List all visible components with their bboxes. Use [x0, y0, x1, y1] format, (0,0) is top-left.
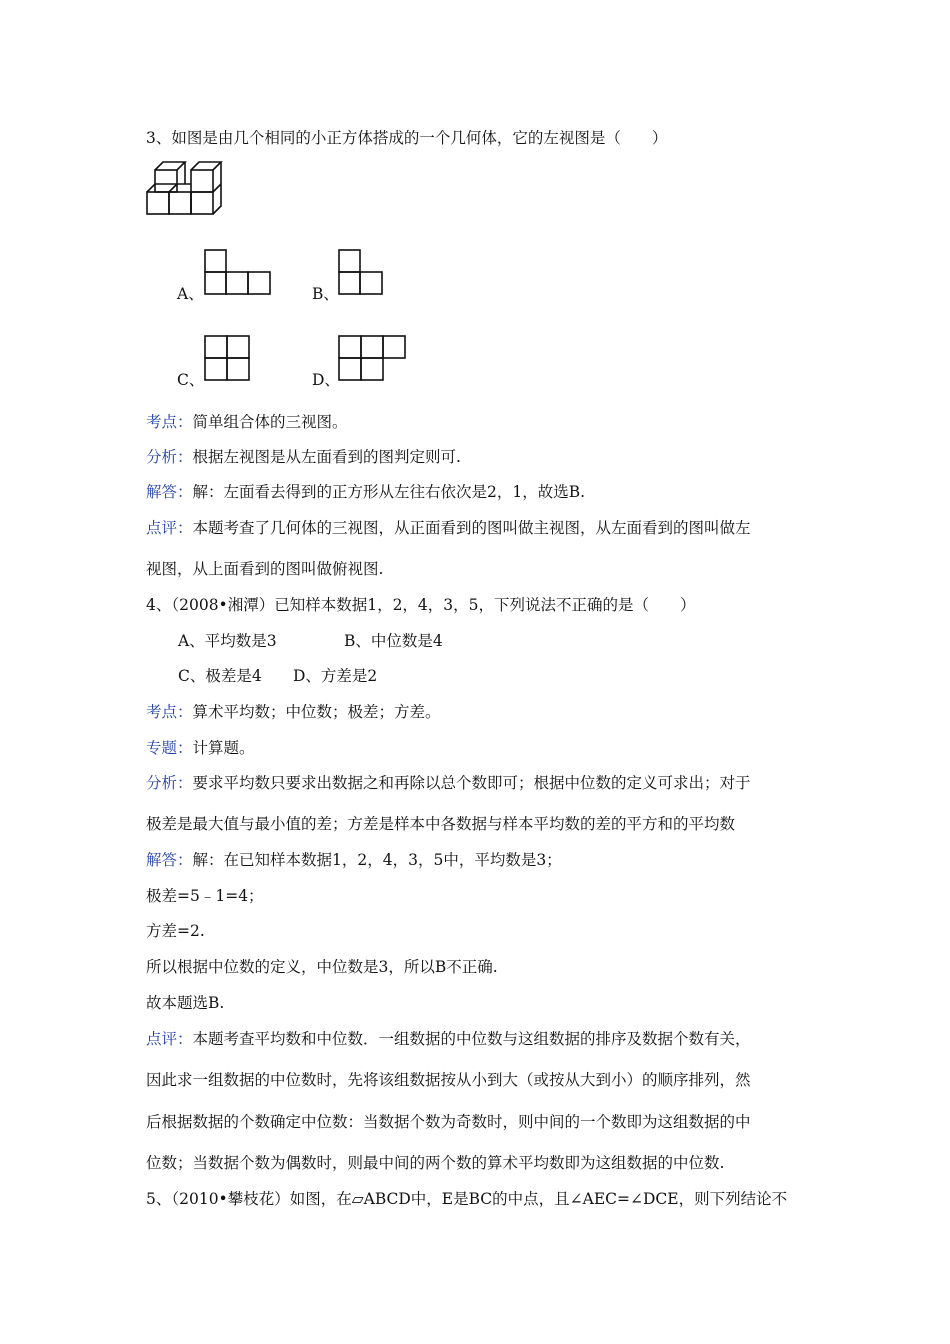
option-b-label: B、: [312, 285, 339, 303]
q4-option-d: D、方差是2: [293, 667, 378, 685]
dianping-text: 本题考查了几何体的三视图，从正面看到的图叫做主视图，从左面看到的图叫做左: [192, 519, 751, 537]
kaodian-text: 算术平均数；中位数；极差；方差。: [192, 703, 441, 721]
zhuanti-label: 专题：: [146, 739, 193, 757]
q4-jieda-line-2: 极差=5﹣1=4；: [146, 887, 264, 905]
q4-jieda-line-5: 故本题选B.: [146, 994, 225, 1012]
option-c-label: C、: [177, 371, 205, 389]
q3-dianping: [146, 518, 751, 538]
cube-figure: [146, 160, 226, 218]
q3-dianping-cont: 视图，从上面看到的图叫做俯视图.: [146, 560, 384, 578]
q4-dianping-cont-3: 位数；当数据个数为偶数时，则最中间的两个数的算术平均数即为这组数据的中位数.: [146, 1154, 725, 1172]
q4-zhuanti: [146, 738, 255, 758]
fenxi-text: 要求平均数只要求出数据之和再除以总个数即可；根据中位数的定义可求出；对于: [192, 774, 751, 792]
fenxi-label: 分析：: [146, 448, 193, 466]
q4-dianping: [146, 1029, 751, 1049]
q4-jieda-line-3: 方差=2.: [146, 922, 205, 940]
q4-fenxi: [146, 773, 751, 793]
q4-stem: 4、（2008•湘潭）已知样本数据1，2，4，3，5，下列说法不正确的是（ ）: [146, 596, 696, 614]
q5-stem: 5、（2010•攀枝花）如图，在▱ABCD中，E是BC的中点，且∠AEC=∠DCE，则下列结论不: [146, 1190, 788, 1208]
q3-fenxi: [146, 447, 461, 467]
option-d-label: D、: [312, 371, 340, 389]
option-a-label: A、: [177, 285, 204, 303]
kaodian-text: 简单组合体的三视图。: [192, 413, 348, 431]
fenxi-text: 根据左视图是从左面看到的图判定则可.: [192, 448, 461, 466]
option-c-figure: [204, 335, 252, 381]
dianping-label: 点评：: [146, 1030, 193, 1048]
fenxi-label: 分析：: [146, 774, 193, 792]
jieda-text: 解：在已知样本数据1，2，4，3，5中，平均数是3；: [192, 851, 562, 869]
kaodian-label: 考点：: [146, 703, 193, 721]
jieda-label: 解答：: [146, 851, 193, 869]
q3-stem: 3、如图是由几个相同的小正方体搭成的一个几何体，它的左视图是（ ）: [146, 129, 668, 147]
kaodian-label: 考点：: [146, 413, 193, 431]
dianping-text: 本题考查平均数和中位数．一组数据的中位数与这组数据的排序及数据个数有关，: [192, 1030, 751, 1048]
zhuanti-text: 计算题。: [192, 739, 255, 757]
q4-option-b: B、中位数是4: [344, 632, 443, 650]
jieda-text: 解：左面看去得到的正方形从左往右依次是2，1，故选B.: [192, 483, 586, 501]
q4-option-a: A、平均数是3: [178, 632, 277, 650]
q4-kaodian: [146, 702, 441, 722]
dianping-label: 点评：: [146, 519, 193, 537]
q4-jieda-line-4: 所以根据中位数的定义，中位数是3，所以B不正确.: [146, 958, 498, 976]
option-b-figure: [338, 249, 384, 295]
q4-option-c: C、极差是4: [178, 667, 262, 685]
q3-jieda: [146, 482, 585, 502]
q4-dianping-cont-1: 因此求一组数据的中位数时，先将该组数据按从小到大（或按从大到小）的顺序排列，然: [146, 1071, 751, 1089]
q4-fenxi-cont: 极差是最大值与最小值的差；方差是样本中各数据与样本平均数的差的平方和的平均数: [146, 815, 736, 833]
jieda-label: 解答：: [146, 483, 193, 501]
q4-jieda: [146, 850, 562, 870]
option-a-figure: [204, 249, 272, 295]
option-d-figure: [338, 335, 408, 381]
q3-kaodian: [146, 412, 348, 432]
q4-dianping-cont-2: 后根据数据的个数确定中位数：当数据个数为奇数时，则中间的一个数即为这组数据的中: [146, 1113, 751, 1131]
